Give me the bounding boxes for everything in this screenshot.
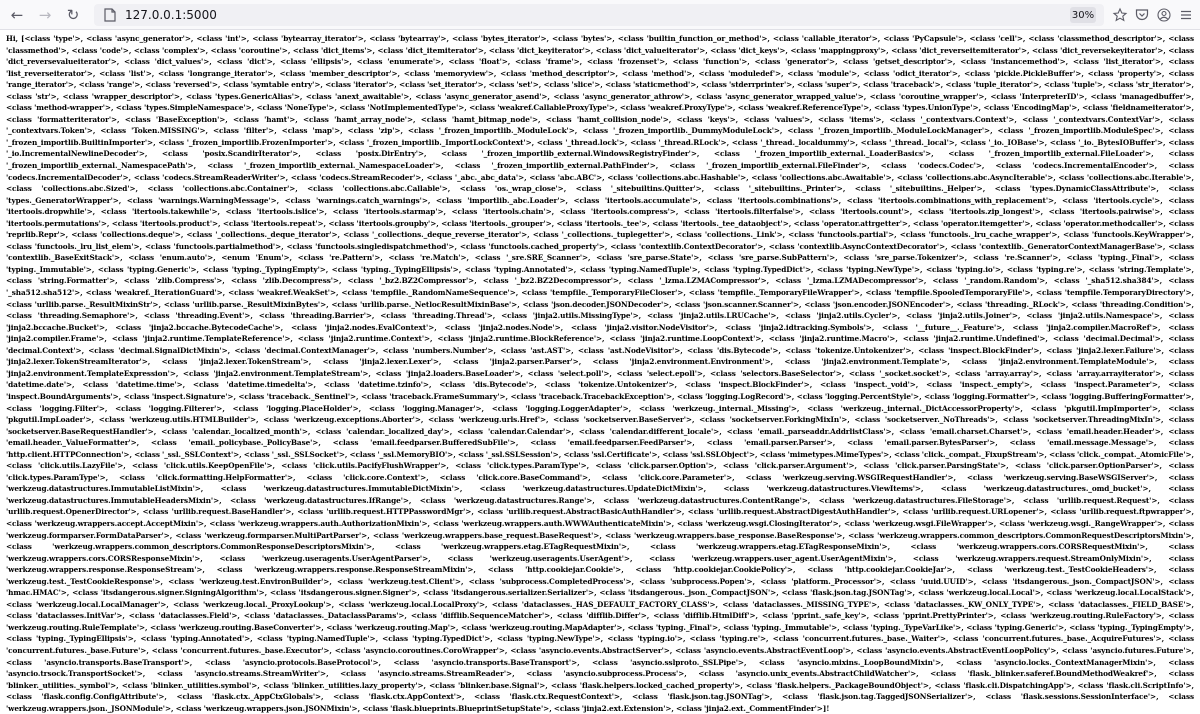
class-list-dump-text: Hi, [<class 'type'>, <class 'async_generator'>, <class 'int'>, <class 'bytearray_iterator'>, <class 'bytearray'>, <class 'bytes_iterator'>, <class 'bytes'>, <class 'builtin_function_or_method'>, <class 'callable_iterator'>, <class 'PyCapsule'>, <class 'cell'>, <class 'classmethod_descriptor'>, <class 'classmethod'>, <class 'code'>, <class 'complex'>, <class 'coroutine'>, <class 'dict_items'>, <class 'dict_itemiterator'>, <class 'dict_keyiterator'>, <class 'dict_valueiterator'>, <class 'dict_keys'>, <class 'mappingproxy'>, <class 'dict_reverseitemiterator'>, <class 'dict_reversekeyiterator'>, <class 'dict_reversevalueiterator'>, <class 'dict_values'>, <class 'dict'>, <class 'ellipsis'>, <class 'enumerate'>, <class 'float'>, <class 'frame'>, <class 'frozenset'>, <class 'function'>, <class 'generator'>, <class 'getset_descriptor'>, <class 'instancemethod'>, <class 'list_iterator'>, <class 'list_reverseiterator'>, <class 'list'>, <class 'longrange_iterator'>, <class 'member_descriptor'>, <class 'memoryview'>, <class 'method_descriptor'>, <class 'method'>, <class 'moduledef'>, <class 'module'>, <class 'odict_iterator'>, <class 'pickle.PickleBuffer'>, <class 'property'>, <class 'range_iterator'>, <class 'range'>, <class 'reversed'>, <class 'symtable entry'>, <class 'iterator'>, <class 'set_iterator'>, <class 'set'>, <class 'slice'>, <class 'staticmethod'>, <class 'stderrprinter'>, <class 'super'>, <class 'traceback'>, <class 'tuple_iterator'>, <class 'tuple'>, <class 'str_iterator'>, <class 'str'>, <class 'wrapper_descriptor'>, <class 'types.GenericAlias'>, <class 'anext_awaitable'>, <class 'async_generator_asend'>, <class 'async_generator_athrow'>, <class 'async_generator_wrapped_value'>, <class 'coroutine_wrapper'>, <class 'InterpreterID'>, <class 'managedbuffer'>, <class 'method-wrapper'>, <class 'types.SimpleNamespace'>, <class 'NoneType'>, <class 'NotImplementedType'>, <class 'weakref.CallableProxyType'>, <class 'weakref.ProxyType'>, <class 'weakref.ReferenceType'>, <class 'types.UnionType'>, <class 'EncodingMap'>, <class 'fieldnameiterator'>, <class 'formatteriterator'>, <class 'BaseException'>, <class 'hamt'>, <class 'hamt_array_node'>, <class 'hamt_bitmap_node'>, <class 'hamt_collision_node'>, <class 'keys'>, <class 'values'>, <class 'items'>, <class '_contextvars.Context'>, <class '_contextvars.ContextVar'>, <class '_contextvars.Token'>, <class 'Token.MISSING'>, <class 'filter'>, <class 'map'>, <class 'zip'>, <class '_frozen_importlib._ModuleLock'>, <class '_frozen_importlib._DummyModuleLock'>, <class '_frozen_importlib._ModuleLockManager'>, <class '_frozen_importlib.ModuleSpec'>, <class '_frozen_importlib.BuiltinImporter'>, <class '_frozen_importlib.FrozenImporter'>, <class '_frozen_importlib._ImportLockContext'>, <class '_thread.lock'>, <class '_thread.RLock'>, <class '_thread._localdummy'>, <class '_thread._local'>, <class '_io._IOBase'>, <class '_io._BytesIOBuffer'>, <class '_io.IncrementalNewlineDecoder'>, <class 'posix.ScandirIterator'>, <class 'posix.DirEntry'>, <class '_frozen_importlib_external.WindowsRegistryFinder'>, <class '_frozen_importlib_external._LoaderBasics'>, <class '_frozen_importlib_external.FileLoader'>, <class '_frozen_importlib_external._NamespacePath'>, <class '_frozen_importlib_external._NamespaceLoader'>, <class '_frozen_importlib_external.PathFinder'>, <class '_frozen_importlib_external.FileFinder'>, <class 'codecs.Codec'>, <class 'codecs.IncrementalEncoder'>, <class 'codecs.IncrementalDecoder'>, <class 'codecs.StreamReaderWriter'>, <class 'codecs.StreamRecoder'>, <class '_abc._abc_data'>, <class 'abc.ABC'>, <class 'collections.abc.Hashable'>, <class 'collections.abc.Awaitable'>, <class 'collections.abc.AsyncIterable'>, <class 'collections.abc.Iterable'>, <class 'collections.abc.Sized'>, <class 'collections.abc.Container'>, <class 'collections.abc.Callable'>, <class 'os._wrap_close'>, <class '_sitebuiltins.Quitter'>, <class '_sitebuiltins._Printer'>, <class '_sitebuiltins._Helper'>, <class 'types.DynamicClassAttribute'>, <class 'types._GeneratorWrapper'>, <class 'warnings.WarningMessage'>, <class 'warnings.catch_warnings'>, <class 'importlib._abc.Loader'>, <class 'itertools.accumulate'>, <class 'itertools.combinations'>, <class 'itertools.combinations_with_replacement'>, <class 'itertools.cycle'>, <class 'itertools.dropwhile'>, <class 'itertools.takewhile'>, <class 'itertools.islice'>, <class 'itertools.starmap'>, <class 'itertools.chain'>, <class 'itertools.compress'>, <class 'itertools.filterfalse'>, <class 'itertools.count'>, <class 'itertools.zip_longest'>, <class 'itertools.pairwise'>, <class 'itertools.permutations'>, <class 'itertools.product'>, <class 'itertools.repeat'>, <class 'itertools.groupby'>, <class 'itertools._grouper'>, <class 'itertools._tee'>, <class 'itertools._tee_dataobject'>, <class 'operator.attrgetter'>, <class 'operator.itemgetter'>, <class 'operator.methodcaller'>, <class 'reprlib.Repr'>, <class 'collections.deque'>, <class '_collections._deque_iterator'>, <class '_collections._deque_reverse_iterator'>, <class '_collections._tuplegetter'>, <class 'collections._Link'>, <class 'functools.partial'>, <class 'functools._lru_cache_wrapper'>, <class 'functools.KeyWrapper'>, <class 'functools._lru_list_elem'>, <class 'functools.partialmethod'>, <class 'functools.singledispatchmethod'>, <class 'functools.cached_property'>, <class 'contextlib.ContextDecorator'>, <class 'contextlib.AsyncContextDecorator'>, <class 'contextlib._GeneratorContextManagerBase'>, <class 'contextlib._BaseExitStack'>, <class 'enum.auto'>, <enum 'Enum'>, <class 're.Pattern'>, <class 're.Match'>, <class '_sre.SRE_Scanner'>, <class 'sre_parse.State'>, <class 'sre_parse.SubPattern'>, <class 'sre_parse.Tokenizer'>, <class 're.Scanner'>, <class 'typing._Final'>, <class 'typing._Immutable'>, <class 'typing.Generic'>, <class 'typing._TypingEmpty'>, <class 'typing._TypingEllipsis'>, <class 'typing.Annotated'>, <class 'typing.NamedTuple'>, <class 'typing.TypedDict'>, <class 'typing.NewType'>, <class 'typing.io'>, <class 'typing.re'>, <class 'string.Template'>, <class 'string.Formatter'>, <class 'zlib.Compress'>, <class 'zlib.Decompress'>, <class '_bz2.BZ2Compressor'>, <class '_bz2.BZ2Decompressor'>, <class '_lzma.LZMACompressor'>, <class '_lzma.LZMADecompressor'>, <class '_random.Random'>, <class '_sha512.sha384'>, <class '_sha512.sha512'>, <class 'weakref._IterationGuard'>, <class 'weakref.WeakSet'>, <class 'tempfile._RandomNameSequence'>, <class 'tempfile._TemporaryFileCloser'>, <class 'tempfile._TemporaryFileWrapper'>, <class 'tempfile.SpooledTemporaryFile'>, <class 'tempfile.TemporaryDirectory'>, <class 'urllib.parse._ResultMixinStr'>, <class 'urllib.parse._ResultMixinBytes'>, <class 'urllib.parse._NetlocResultMixinBase'>, <class 'json.decoder.JSONDecoder'>, <class 'json.scanner.Scanner'>, <class 'json.encoder.JSONEncoder'>, <class 'threading._RLock'>, <class 'threading.Condition'>, <class 'threading.Semaphore'>, <class 'threading.Event'>, <class 'threading.Barrier'>, <class 'threading.Thread'>, <class 'jinja2.utils.MissingType'>, <class 'jinja2.utils.LRUCache'>, <class 'jinja2.utils.Cycler'>, <class 'jinja2.utils.Joiner'>, <class 'jinja2.utils.Namespace'>, <class 'jinja2.bccache.Bucket'>, <class 'jinja2.bccache.BytecodeCache'>, <class 'jinja2.nodes.EvalContext'>, <class 'jinja2.nodes.Node'>, <class 'jinja2.visitor.NodeVisitor'>, <class 'jinja2.idtracking.Symbols'>, <class '__future__._Feature'>, <class 'jinja2.compiler.MacroRef'>, <class 'jinja2.compiler.Frame'>, <class 'jinja2.runtime.TemplateReference'>, <class 'jinja2.runtime.Context'>, <class 'jinja2.runtime.BlockReference'>, <class 'jinja2.runtime.LoopContext'>, <class 'jinja2.runtime.Macro'>, <class 'jinja2.runtime.Undefined'>, <class 'decimal.Decimal'>, <class 'decimal.Context'>, <class 'decimal.SignalDictMixin'>, <class 'decimal.ContextManager'>, <class 'numbers.Number'>, <class 'ast.AST'>, <class 'ast.NodeVisitor'>, <class 'dis.Bytecode'>, <class 'tokenize.Untokenizer'>, <class 'inspect.BlockFinder'>, <class 'jinja2.lexer.Failure'>, <class 'jinja2.lexer.TokenStreamIterator'>, <class 'jinja2.lexer.TokenStream'>, <class 'jinja2.lexer.Lexer'>, <class 'jinja2.parser.Parser'>, <class 'jinja2.environment.Environment'>, <class 'jinja2.environment.Template'>, <class 'jinja2.environment.TemplateModule'>, <class 'jinja2.environment.TemplateExpression'>, <class 'jinja2.environment.TemplateStream'>, <class 'jinja2.loaders.BaseLoader'>, <class 'select.poll'>, <class 'select.epoll'>, <class 'selectors.BaseSelector'>, <class '_socket.socket'>, <class 'array.array'>, <class 'array.arrayiterator'>, <class 'datetime.date'>, <class 'datetime.time'>, <class 'datetime.timedelta'>, <class 'datetime.tzinfo'>, <class 'dis.Bytecode'>, <class 'tokenize.Untokenizer'>, <class 'inspect.BlockFinder'>, <class 'inspect._void'>, <class 'inspect._empty'>, <class 'inspect.Parameter'>, <class 'inspect.BoundArguments'>, <class 'inspect.Signature'>, <class 'traceback._Sentinel'>, <class 'traceback.FrameSummary'>, <class 'traceback.TracebackException'>, <class 'logging.LogRecord'>, <class 'logging.PercentStyle'>, <class 'logging.Formatter'>, <class 'logging.BufferingFormatter'>, <class 'logging.Filter'>, <class 'logging.Filterer'>, <class 'logging.PlaceHolder'>, <class 'logging.Manager'>, <class 'logging.LoggerAdapter'>, <class 'werkzeug._internal._Missing'>, <class 'werkzeug._internal._DictAccessorProperty'>, <class 'pkgutil.ImpImporter'>, <class 'pkgutil.ImpLoader'>, <class 'werkzeug.utils.HTMLBuilder'>, <class 'werkzeug.exceptions.Aborter'>, <class 'werkzeug.urls.Href'>, <class 'socketserver.BaseServer'>, <class 'socketserver.ForkingMixIn'>, <class 'socketserver._NoThreads'>, <class 'socketserver.ThreadingMixIn'>, <class 'socketserver.BaseRequestHandler'>, <class 'calendar._localized_month'>, <class 'calendar._localized_day'>, <class 'calendar.Calendar'>, <class 'calendar.different_locale'>, <class 'email._parseaddr.AddrlistClass'>, <class 'email.charset.Charset'>, <class 'email.header.Header'>, <class 'email.header._ValueFormatter'>, <class 'email._policybase._PolicyBase'>, <class 'email.feedparser.BufferedSubFile'>, <class 'email.feedparser.FeedParser'>, <class 'email.parser.Parser'>, <class 'email.parser.BytesParser'>, <class 'email.message.Message'>, <class 'http.client.HTTPConnection'>, <class '_ssl._SSLContext'>, <class '_ssl._SSLSocket'>, <class '_ssl.MemoryBIO'>, <class '_ssl.SSLSession'>, <class 'ssl.Certificate'>, <class 'ssl.SSLObject'>, <class 'mimetypes.MimeTypes'>, <class 'click._compat._FixupStream'>, <class 'click._compat._AtomicFile'>, <class 'click.utils.LazyFile'>, <class 'click.utils.KeepOpenFile'>, <class 'click.utils.PacifyFlushWrapper'>, <class 'click.types.ParamType'>, <class 'click.parser.Option'>, <class 'click.parser.Argument'>, <class 'click.parser.ParsingState'>, <class 'click.parser.OptionParser'>, <class 'click.types.ParamType'>, <class 'click.formatting.HelpFormatter'>, <class 'click.core.Context'>, <class 'click.core.BaseCommand'>, <class 'click.core.Parameter'>, <class 'werkzeug.serving.WSGIRequestHandler'>, <class 'werkzeug.serving.BaseWSGIServer'>, <class 'werkzeug.datastructures.ImmutableListMixin'>, <class 'werkzeug.datastructures.ImmutableDictMixin'>, <class 'werkzeug.datastructures.UpdateDictMixin'>, <class 'werkzeug.datastructures.ViewItems'>, <class 'werkzeug.datastructures._omd_bucket'>, <class 'werkzeug.datastructures.ImmutableHeadersMixin'>, <class 'werkzeug.datastructures.IfRange'>, <class 'werkzeug.datastructures.Range'>, <class 'werkzeug.datastructures.ContentRange'>, <class 'werkzeug.datastructures.FileStorage'>, <class 'urllib.request.Request'>, <class 'urllib.request.OpenerDirector'>, <class 'urllib.request.BaseHandler'>, <class 'urllib.request.HTTPPasswordMgr'>, <class 'urllib.request.AbstractBasicAuthHandler'>, <class 'urllib.request.AbstractDigestAuthHandler'>, <class 'urllib.request.URLopener'>, <class 'urllib.request.ftpwrapper'>, <class 'werkzeug.wrappers.accept.AcceptMixin'>, <class 'werkzeug.wrappers.auth.AuthorizationMixin'>, <class 'werkzeug.wrappers.auth.WWWAuthenticateMixin'>, <class 'werkzeug.wsgi.ClosingIterator'>, <class 'werkzeug.wsgi.FileWrapper'>, <class 'werkzeug.wsgi._RangeWrapper'>, <class 'werkzeug.formparser.FormDataParser'>, <class 'werkzeug.formparser.MultiPartParser'>, <class 'werkzeug.wrappers.base_request.BaseRequest'>, <class 'werkzeug.wrappers.base_response.BaseResponse'>, <class 'werkzeug.wrappers.common_descriptors.CommonRequestDescriptorsMixin'>, <class 'werkzeug.wrappers.common_descriptors.CommonResponseDescriptorsMixin'>, <class 'werkzeug.wrappers.etag.ETagRequestMixin'>, <class 'werkzeug.wrappers.etag.ETagResponseMixin'>, <class 'werkzeug.wrappers.cors.CORSRequestMixin'>, <class 'werkzeug.wrappers.cors.CORSResponseMixin'>, <class 'werkzeug.useragents.UserAgentParser'>, <class 'werkzeug.useragents.UserAgent'>, <class 'werkzeug.wrappers.user_agent.UserAgentMixin'>, <class 'werkzeug.wrappers.request.StreamOnlyMixin'>, <class 'werkzeug.wrappers.response.ResponseStream'>, <class 'werkzeug.wrappers.response.ResponseStreamMixin'>, <class 'http.cookiejar.Cookie'>, <class 'http.cookiejar.CookiePolicy'>, <class 'http.cookiejar.CookieJar'>, <class 'werkzeug.test._TestCookieHeaders'>, <class 'werkzeug.test._TestCookieResponse'>, <class 'werkzeug.test.EnvironBuilder'>, <class 'werkzeug.test.Client'>, <class 'subprocess.CompletedProcess'>, <class 'subprocess.Popen'>, <class 'platform._Processor'>, <class 'uuid.UUID'>, <class 'itsdangerous._json._CompactJSON'>, <class 'hmac.HMAC'>, <class 'itsdangerous.signer.SigningAlgorithm'>, <class 'itsdangerous.signer.Signer'>, <class 'itsdangerous.serializer.Serializer'>, <class 'itsdangerous._json._CompactJSON'>, <class 'flask.json.tag.JSONTag'>, <class 'werkzeug.local.Local'>, <class 'werkzeug.local.LocalStack'>, <class 'werkzeug.local.LocalManager'>, <class 'werkzeug.local._ProxyLookup'>, <class 'werkzeug.local.LocalProxy'>, <class 'dataclasses._HAS_DEFAULT_FACTORY_CLASS'>, <class 'dataclasses._MISSING_TYPE'>, <class 'dataclasses._KW_ONLY_TYPE'>, <class 'dataclasses._FIELD_BASE'>, <class 'dataclasses.InitVar'>, <class 'dataclasses.Field'>, <class 'dataclasses._DataclassParams'>, <class 'difflib.SequenceMatcher'>, <class 'difflib.Differ'>, <class 'difflib.HtmlDiff'>, <class 'pprint._safe_key'>, <class 'pprint.PrettyPrinter'>, <class 'werkzeug.routing.RuleFactory'>, <class 'werkzeug.routing.RuleTemplate'>, <class 'werkzeug.routing.BaseConverter'>, <class 'werkzeug.routing.Map'>, <class 'werkzeug.routing.MapAdapter'>, <class 'typing._Final'>, <class 'typing._Immutable'>, <class 'typing._TypeVarLike'>, <class 'typing.Generic'>, <class 'typing._TypingEmpty'>, <class 'typing._TypingEllipsis'>, <class 'typing.Annotated'>, <class 'typing.NamedTuple'>, <class 'typing.TypedDict'>, <class 'typing.NewType'>, <class 'typing.io'>, <class 'typing.re'>, <class 'concurrent.futures._base._Waiter'>, <class 'concurrent.futures._base._AcquireFutures'>, <class 'concurrent.futures._base.Future'>, <class 'concurrent.futures._base.Executor'>, <class 'asyncio.coroutines.CoroWrapper'>, <class 'asyncio.events.AbstractServer'>, <class 'asyncio.events.AbstractEventLoop'>, <class 'asyncio.events.AbstractEventLoopPolicy'>, <class 'asyncio.futures.Future'>, <class 'asyncio.transports.BaseTransport'>, <class 'asyncio.protocols.BaseProtocol'>, <class 'asyncio.transports.BaseTransport'>, <class 'asyncio.sslproto._SSLPipe'>, <class 'asyncio.mixins._LoopBoundMixin'>, <class 'asyncio.locks._ContextManagerMixin'>, <class 'asyncio.trsock.TransportSocket'>, <class 'asyncio.streams.StreamWriter'>, <class 'asyncio.streams.StreamReader'>, <class 'asyncio.subprocess.Process'>, <class 'asyncio.unix_events.AbstractChildWatcher'>, <class 'flask._blinker.saferef.BoundMethodWeakref'>, <class 'blinker._utilities._symbol'>, <class 'blinker._utilities.symbol'>, <class 'blinker._utilities.lazy_property'>, <class 'blinker.base.Signal'>, <class 'flask.helpers.locked_cached_property'>, <class 'flask.helpers._PackageBoundObject'>, <class 'flask.cli.DispatchingApp'>, <class 'flask.cli.ScriptInfo'>, <class 'flask.config.ConfigAttribute'>, <class 'flask.ctx._AppCtxGlobals'>, <class 'flask.ctx.AppContext'>, <class 'flask.ctx.RequestContext'>, <class 'flask.json.tag.JSONTag'>, <class 'flask.json.tag.TaggedJSONSerializer'>, <class 'flask.sessions.SessionInterface'>, <class 'werkzeug.wrappers.json._JSONModule'>, <class 'werkzeug.wrappers.json.JSONMixin'>, <class 'flask.blueprints.BlueprintSetupState'>, <class 'jinja2.ext.Extension'>, <class 'jinja2.ext._CommentFinder'>]! (6, 34, 1194, 713)
page-content (0, 30, 1200, 713)
forward-button[interactable] (34, 4, 56, 26)
star-icon[interactable] (1110, 5, 1130, 25)
reload-button[interactable] (62, 4, 84, 26)
zoom-level-badge[interactable]: 30% (1070, 7, 1096, 23)
address-bar[interactable] (94, 4, 1104, 26)
arrow-right-icon: → (38, 5, 52, 24)
hamburger-menu-icon[interactable] (1176, 5, 1196, 25)
url-text[interactable]: 127.0.0.1:5000 (125, 8, 217, 22)
back-button[interactable] (6, 4, 28, 26)
pocket-icon[interactable] (1132, 5, 1152, 25)
reload-icon: ↻ (66, 5, 80, 24)
arrow-left-icon: ← (10, 5, 24, 24)
page-info-icon[interactable] (102, 7, 118, 23)
account-icon[interactable] (1154, 5, 1174, 25)
browser-toolbar (0, 0, 1200, 30)
